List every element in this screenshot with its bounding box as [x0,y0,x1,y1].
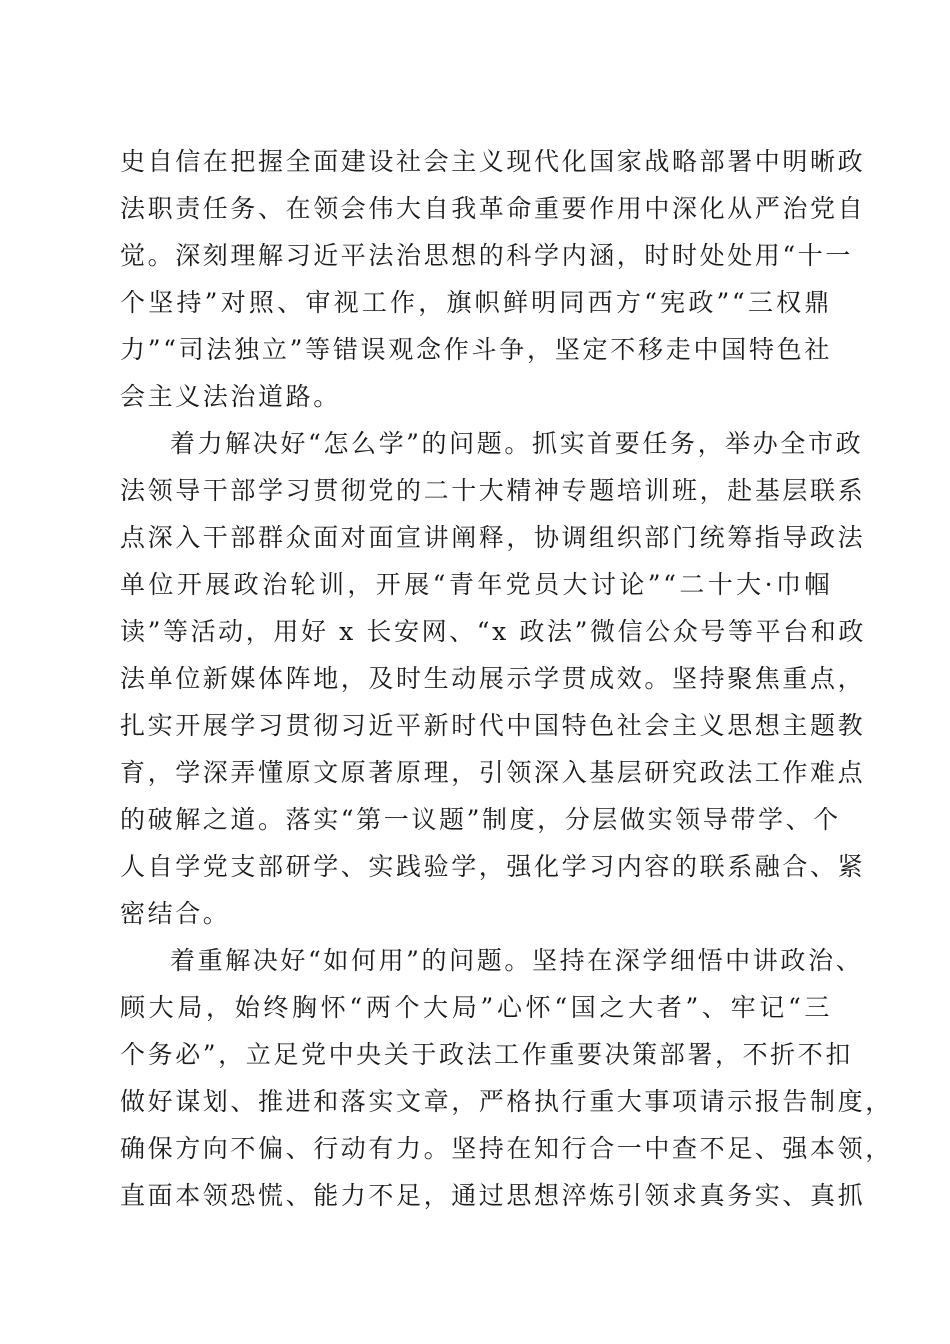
text-line: 个务必”，立足党中央关于政法工作重要决策部署，不折不扣 [120,1040,853,1069]
text-line: 觉。深刻理解习近平法治思想的科学内涵，时时处处用“十一 [120,241,853,270]
text-line: 扎实开展学习贯彻习近平新时代中国特色社会主义思想主题教 [120,711,866,740]
text-line: 的破解之道。落实“第一议题”制度，分层做实领导带学、个 [120,805,841,834]
text-line: 密结合。 [120,899,231,928]
text-line: 读”等活动，用好 x 长安网、“x 政法”微信公众号等平台和政 [120,617,866,646]
paragraph-2 [120,420,866,937]
text-line: 法领导干部学习贯彻党的二十大精神专题培训班，赴基层联系 [120,476,866,505]
text-line: 史自信在把握全面建设社会主义现代化国家战略部署中明晰政 [120,147,866,176]
paragraph-3 [120,937,893,1219]
text-line: 着力解决好“怎么学”的问题。抓实首要任务，举办全市政 [170,429,864,458]
text-line: 法职责任务、在领会伟大自我革命重要作用中深化从严治党自 [120,194,866,223]
text-line: 力”“司法独立”等错误观念作斗争，坚定不移走中国特色社 [120,335,832,364]
text-line: 确保方向不偏、行动有力。坚持在知行合一中查不足、强本领， [120,1134,893,1163]
text-line: 单位开展政治轮训，开展“青年党员大讨论”“二十大·巾帼 [120,570,832,599]
text-line: 个坚持”对照、审视工作，旗帜鲜明同西方“宪政”“三权鼎 [120,288,832,317]
text-line: 直面本领恐慌、能力不足，通过思想淬炼引领求真务实、真抓 [120,1181,866,1210]
text-line: 人自学党支部研学、实践验学，强化学习内容的联系融合、紧 [120,852,866,881]
document-body [120,138,893,1219]
text-line: 会主义法治道路。 [120,382,341,411]
text-line: 顾大局，始终胸怀“两个大局”心怀“国之大者”、牢记“三 [120,993,832,1022]
paragraph-1 [120,138,866,420]
text-line: 着重解决好“如何用”的问题。坚持在深学细悟中讲政治、 [170,946,864,975]
text-line: 做好谋划、推进和落实文章，严格执行重大事项请示报告制度， [120,1087,893,1116]
text-line: 点深入干部群众面对面宣讲阐释，协调组织部门统筹指导政法 [120,523,866,552]
text-line: 法单位新媒体阵地，及时生动展示学贯成效。坚持聚焦重点， [120,664,866,693]
text-line: 育，学深弄懂原文原著原理，引领深入基层研究政法工作难点 [120,758,866,787]
